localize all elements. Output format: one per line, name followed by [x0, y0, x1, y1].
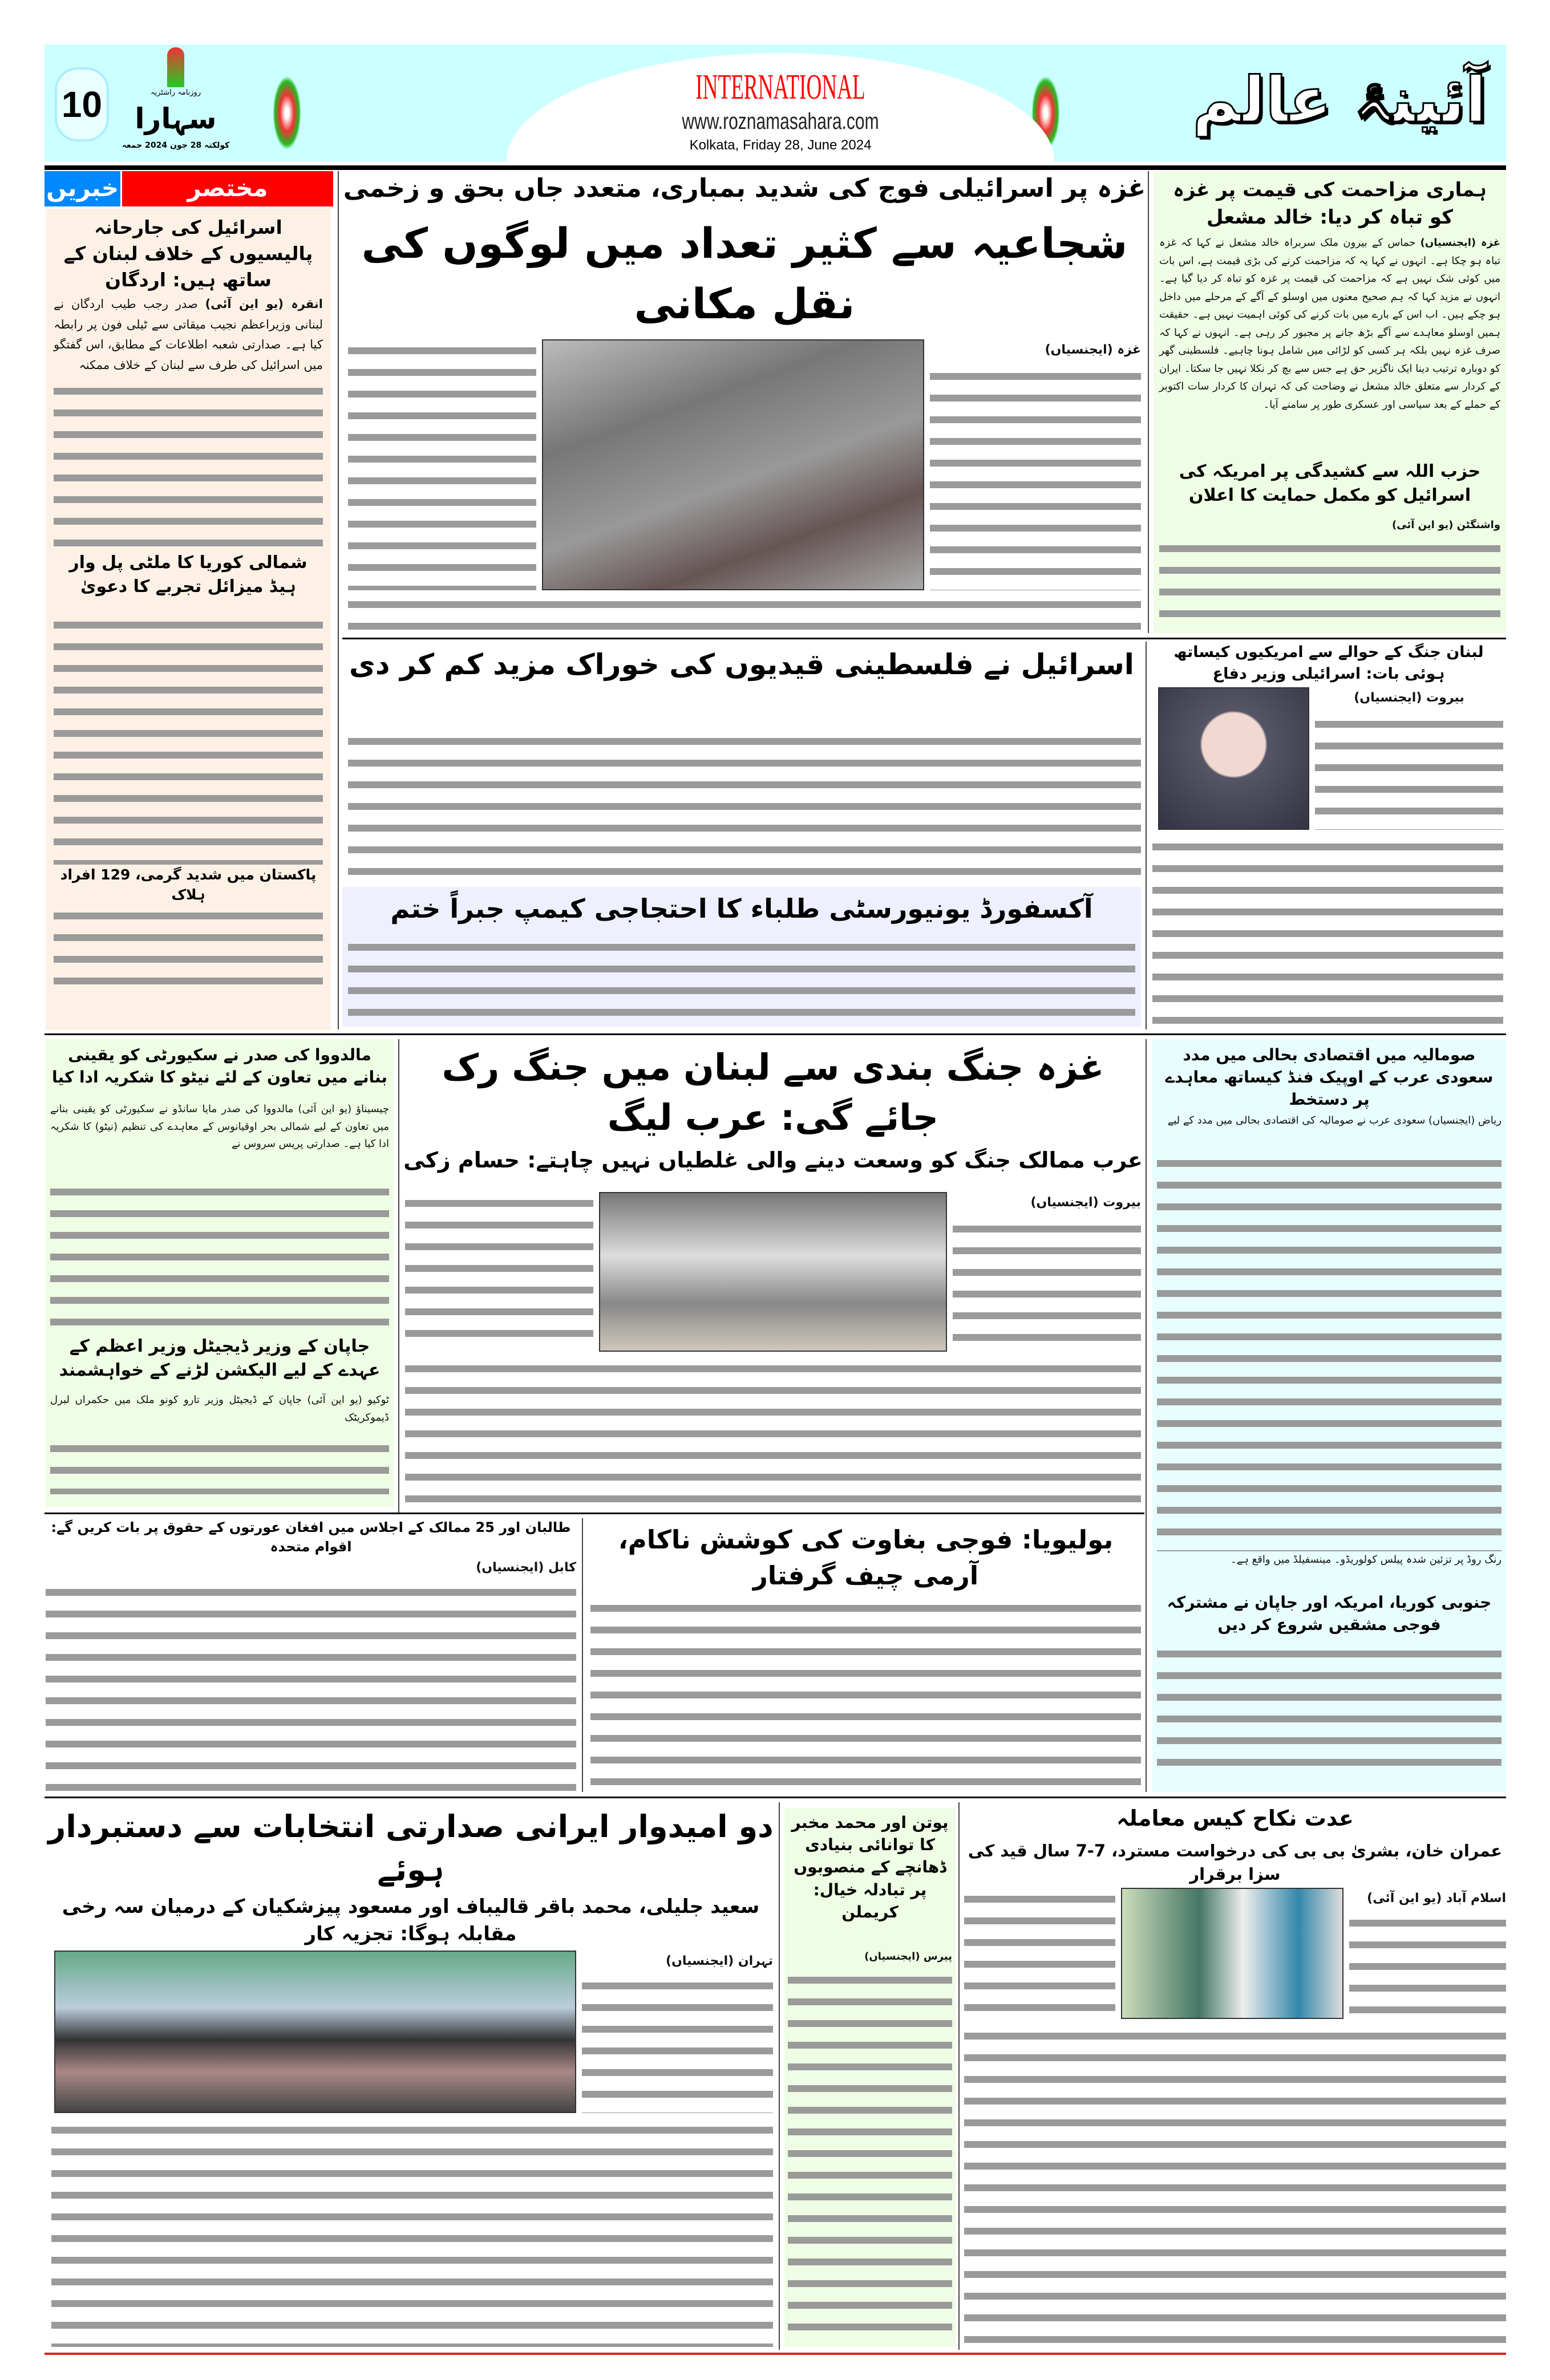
taliban-headline: طالبان اور 25 ممالک کے اجلاس میں افغان عورتوں کے حقوق پر بات کریں گے: اقوام متحدہ [51, 1519, 571, 1555]
iran-headline: دو امیدوار ایرانی صدارتی انتخابات سے دستبردار ہوئے [48, 1809, 774, 1888]
brief-headline: پاکستان میں شدید گرمی، 129 افراد ہلاک [60, 866, 317, 903]
column-divider [582, 1518, 583, 1792]
arab-league-subhead: عرب ممالک جنگ کو وسعت دینے والی غلطیاں نہیں چاہتے: حسام زکی [403, 1148, 1143, 1173]
mashal-headline: ہماری مزاحمت کی قیمت پر غزہ کو تباہ کر دیا: خالد مشعل [1173, 179, 1487, 229]
sun-emblem-left [273, 76, 301, 150]
right-top-panel [1154, 171, 1506, 633]
left-mid-panel [46, 1039, 394, 1507]
column-divider [958, 1802, 960, 2350]
mashal-body: حماس کے بیرون ملک سربراہ خالد مشعل نے کہا کہ غزہ تباہ ہو چکا ہے۔ انہوں نے کہا یہ کہ مزاحمت کرنے کی بڑی قیمت ہے، اس بات میں کوئی شک نہیں ہے کہ مزاحمت کی قیمت پر غزہ کو تباہ کر دیا گیا ہے۔ انہوں نے مزید کہا کہ ہم صحیح معنوں میں اوسلو کے آگے کے مرحلے میں داخل ہو چکے ہیں۔ اب اس کے بارے میں بات کرنے کی کوئی اہمیت نہیں ہے۔ حقیقت ہمیں اوسلو معاہدے سے آگے بڑھ جانے پر مجبور کر رہی ہے۔ انہوں نے کہا کہ صرف غزہ نہیں بلکہ ہر کسی کو لڑائی میں شامل ہونا چاہیے۔ فلسطینی گھر کو دوبارہ ترتیب دینا ایک ناگزیر حق ہے جس سے بچ کر نکلا نہیں جا سکتا۔ ایران کے کردار سے متعلق خالد مشعل نے وضاحت کی کہ تہران کا کردار سات اکتوبر کے حملے کے بعد سیاسی اور عسکری طور پر سامنے آیا۔ [1159, 237, 1500, 411]
urdu-date: کولکتہ 28 جون 2024 جمعہ [122, 141, 230, 150]
paper-logo [119, 47, 233, 159]
tab-briefs-blue: خبریں [44, 171, 120, 206]
korea-drill-headline: جنوبی کوریا، امریکہ اور جاپان نے مشترکہ فوجی مشقیں شروع کر دیں [1167, 1593, 1492, 1635]
imran-dateline: اسلام آباد (یو این آئی) [1367, 1891, 1506, 1905]
prisoners-headline: اسرائیل نے فلسطینی قیدیوں کی خوراک مزید کم کر دی [349, 648, 1134, 681]
somalia-tail: رنگ روڈ پر تزئین شدہ پیلس کولوریڈو۔ مینسفیلڈ میں واقع ہے۔ [1231, 1554, 1502, 1566]
row-rule [44, 1513, 1144, 1514]
lead-text-col [348, 339, 536, 590]
brief-headline: اسرائیل کی جارحانہ پالیسیوں کے خلاف لبنان کے ساتھ ہیں: اردگان [63, 216, 313, 291]
paper-tagline: روزنامہ راشٹریہ [150, 88, 201, 97]
iran-rally-photo [54, 1951, 576, 2113]
column-divider [779, 1802, 780, 2350]
imran-text [964, 2025, 1506, 2347]
imran-headline: عمران خان، بشریٰ بی بی کی درخواست مسترد، 7-7 سال قید کی سزا برقرار [968, 1841, 1503, 1884]
section-title-en: INTERNATIONAL [695, 68, 865, 107]
iran-text [582, 1974, 773, 2113]
lead-headline: شجاعیہ سے کثیر تعداد میں لوگوں کی نقل مکانی [361, 220, 1128, 329]
hezbollah-headline: حزب اللہ سے کشیدگی پر امریکہ کی اسرائیل کو مکمل حمایت کا اعلان [1179, 461, 1481, 505]
bolivia-text [590, 1597, 1141, 1791]
arab-league-headline: غزہ جنگ بندی سے لبنان میں جنگ رک جائے گی: عرب لیگ [442, 1047, 1104, 1139]
hezbollah-dateline: واشنگٹن (یو این آئی) [1392, 519, 1500, 531]
brief-lead: صدر رجب طیب اردگان نے لبنانی وزیراعظم نجیب میقاتی سے ٹیلی فون پر رابطہ کیا ہے۔ صدارتی شعبہ اطلاعات کے مطابق، اس گفتگو میں اسرائیل کی طرف سے لبنان کے خلاف ممکنہ [54, 297, 323, 372]
lebanon-us-headline: لبنان جنگ کے حوالے سے امریکیوں کیساتھ ہوئی بات: اسرائیلی وزیر دفاع [1173, 643, 1484, 683]
arab-league-text [953, 1218, 1141, 1352]
right-mid-panel [1152, 1039, 1506, 1792]
masthead [44, 44, 1506, 161]
lebanon-text [1315, 713, 1503, 830]
column-divider [1148, 171, 1149, 633]
taliban-text [46, 1581, 576, 1791]
tab-briefs-red: مختصر [122, 171, 333, 206]
iran-subhead: سعید جلیلی، محمد باقر قالیباف اور مسعود پیزشکیان کے درمیان سہ رخی مقابلہ ہوگا: تجزیہ کار [62, 1895, 760, 1945]
somalia-headline: صومالیہ میں اقتصادی بحالی میں مدد سعودی عرب کے اوپیک فنڈ کیساتھ معاہدے پر دستخط [1165, 1045, 1494, 1109]
row-rule [342, 638, 1506, 639]
column-divider [1146, 1039, 1147, 1792]
page-number: 10 [55, 67, 109, 141]
moldova-lead: چیسیناؤ (یو این آئی) مالدووا کی صدر مایا سانڈو نے سکیورٹی کو یقینی بنانے میں تعاون کے لیے شمالی بحر اوقیانوس کے معاہدے کی تنظیم (نیٹو) کا شکریہ ادا کیا ہے۔ صدارتی پریس سروس نے [50, 1103, 389, 1150]
lead-kicker: غزہ پر اسرائیلی فوج کی شدید بمباری، متعدد جاں بحق و زخمی [343, 173, 1146, 203]
brief-headline: شمالی کوریا کا ملٹی پل وار ہیڈ میزائل تجربے کا دعویٰ [69, 553, 307, 597]
japan-headline: جاپان کے وزیر ڈیجیٹل وزیر اعظم کے عہدے کے لیے الیکشن لڑنے کے خواہشمند [59, 1336, 381, 1380]
taliban-dateline: کابل (ایجنسیاں) [476, 1560, 576, 1575]
putin-dateline: پیرس (ایجنسیاں) [864, 1951, 952, 1963]
dateline: Kolkata, Friday 28, June 2024 [689, 137, 872, 153]
imran-kicker: عدت نکاح کیس معاملہ [1116, 1806, 1354, 1831]
briefs-panel [46, 209, 331, 1030]
lebanon-text [1152, 836, 1503, 1029]
lead-text-col [930, 365, 1141, 590]
imran-text [1349, 1912, 1506, 2019]
column-divider [338, 171, 339, 1029]
oxford-headline: آکسفورڈ یونیورسٹی طلباء کا احتجاجی کیمپ جبراً ختم [390, 893, 1093, 924]
oxford-box [342, 887, 1141, 1027]
paper-name: سہارا [135, 102, 217, 135]
gaza-rescue-photo [599, 1192, 947, 1352]
arab-league-dateline: بیروت (ایجنسیاں) [1030, 1195, 1141, 1210]
column-divider [398, 1039, 399, 1513]
masthead-rule [44, 165, 1506, 170]
logo-emblem [167, 47, 184, 87]
imran-text [964, 1888, 1115, 2019]
arab-league-text [405, 1192, 593, 1352]
lead-text-col [348, 593, 1141, 633]
arab-league-text [405, 1357, 1141, 1506]
row-rule [44, 1797, 1506, 1798]
imran-bushra-photo [1121, 1888, 1343, 2019]
moldova-headline: مالدووا کی صدر نے سکیورٹی کو یقینی بنانے میں تعاون کے لئے نیٹو کا شکریہ ادا کیا [52, 1045, 387, 1087]
putin-headline: پوتن اور محمد مخبر کا توانائی بنیادی ڈھانچے کے منصوبوں پر تبادلہ خیال: کریملن [791, 1813, 949, 1921]
japan-lead: ٹوکیو (یو این آئی) جاپان کے ڈیجیٹل وزیر تارو کونو ملک میں حکمراں لبرل ڈیموکریٹک [50, 1394, 389, 1424]
lead-photo-gaza-rubble [542, 339, 924, 590]
somalia-lead: ریاض (ایجنسیاں) سعودی عرب نے صومالیہ کی اقتصادی بحالی میں مدد کے لیے [1167, 1114, 1502, 1126]
brief-dateline: انقرہ (یو این آئی) [205, 297, 323, 311]
prisoners-text [348, 730, 1141, 878]
website[interactable]: www.roznamasahara.com [682, 109, 879, 134]
defense-minister-photo [1158, 687, 1309, 830]
lebanon-dateline: بیروت (ایجنسیاں) [1354, 691, 1464, 705]
iran-text [51, 2119, 773, 2347]
section-title-ur: آئینۂ عالم [1192, 63, 1487, 136]
footer-rule [44, 2353, 1506, 2355]
putin-panel [784, 1808, 956, 2347]
bolivia-headline: بولیویا: فوجی بغاوت کی کوشش ناکام، آرمی چیف گرفتار [618, 1525, 1114, 1591]
iran-dateline: تہران (ایجنسیاں) [666, 1954, 773, 1968]
row-rule [44, 1033, 1506, 1035]
mashal-dateline: غزہ (ایجنسیاں) [1420, 237, 1501, 249]
column-divider [1146, 642, 1147, 1029]
lead-dateline: غزہ (ایجنسیاں) [1045, 343, 1141, 357]
